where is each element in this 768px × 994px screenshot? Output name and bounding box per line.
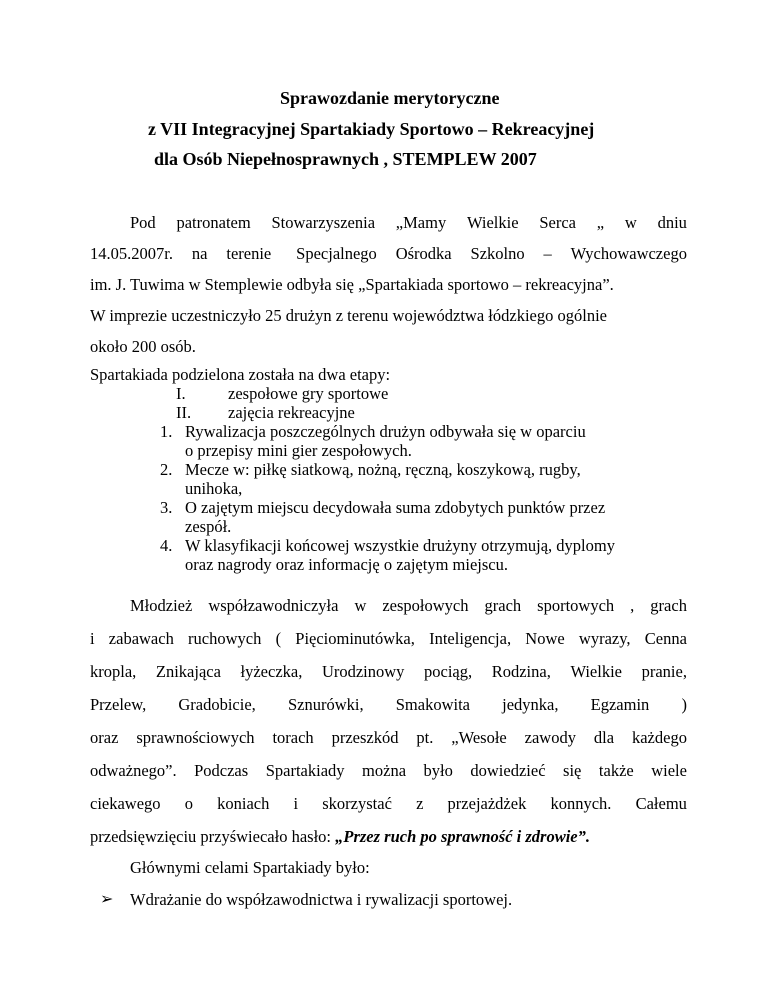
title-line-2: z VII Integracyjnej Spartakiady Sportowo – Rekreacyjnej bbox=[148, 119, 595, 139]
word: i bbox=[90, 629, 95, 648]
body-line-3 bbox=[90, 662, 687, 682]
intro-line-3: im. J. Tuwima w Stemplewie odbyła się „Spartakiada sportowo – rekreacyjna”. bbox=[90, 275, 614, 294]
word: koniach bbox=[217, 794, 270, 813]
word: Znikająca bbox=[155, 662, 221, 681]
word: pociąg, bbox=[424, 662, 473, 681]
roman-num-1: I. bbox=[176, 384, 186, 403]
word: Szkolno bbox=[470, 244, 525, 263]
word: Całemu bbox=[635, 794, 687, 813]
intro-line-5: około 200 osób. bbox=[90, 337, 196, 356]
word: pranie, bbox=[641, 662, 687, 681]
word: „ bbox=[596, 213, 605, 232]
word: dla bbox=[593, 728, 615, 747]
list-item-4-line-2: oraz nagrody oraz informację o zajętym miejscu. bbox=[185, 555, 508, 574]
word: kropla, bbox=[90, 662, 137, 681]
word: Sznurówki, bbox=[287, 695, 364, 714]
word: dowiedzieć bbox=[470, 761, 546, 780]
word: dniu bbox=[657, 213, 687, 232]
word: 14.05.2007r. bbox=[90, 244, 173, 263]
word: ) bbox=[681, 695, 687, 714]
title-line-3: dla Osób Niepełnosprawnych , STEMPLEW 2007 bbox=[154, 149, 537, 169]
goals-heading: Głównymi celami Spartakiady było: bbox=[130, 858, 370, 877]
word: Nowe bbox=[525, 629, 565, 648]
list-item-3-line-2: zespół. bbox=[185, 517, 232, 536]
word: torach bbox=[272, 728, 314, 747]
word: przeszkód bbox=[331, 728, 399, 747]
word: Smakowita bbox=[395, 695, 470, 714]
word: Wielkie bbox=[466, 213, 519, 232]
list-num-1: 1. bbox=[160, 422, 173, 441]
word: ruchowych bbox=[188, 629, 262, 648]
word: „Mamy bbox=[395, 213, 447, 232]
word: i bbox=[293, 794, 299, 813]
list-num-2: 2. bbox=[160, 460, 173, 479]
word: w bbox=[354, 596, 367, 615]
title-line-1: Sprawozdanie merytoryczne bbox=[280, 88, 500, 108]
word: na bbox=[191, 244, 208, 263]
word: Inteligencja, bbox=[429, 629, 512, 648]
body-line-7 bbox=[90, 794, 687, 814]
word: w bbox=[624, 213, 637, 232]
list-item-2-line-2: unihoka, bbox=[185, 479, 243, 498]
word: odważnego”. bbox=[90, 761, 177, 780]
list-num-4: 4. bbox=[160, 536, 173, 555]
word: Stowarzyszenia bbox=[271, 213, 376, 232]
body-line-8 bbox=[90, 827, 590, 847]
word: sprawnościowych bbox=[136, 728, 255, 747]
word: – bbox=[543, 244, 552, 263]
motto-prefix: przedsięwzięciu przyświecało hasło: bbox=[90, 827, 336, 846]
word: , bbox=[630, 596, 635, 615]
word: Spartakiady bbox=[265, 761, 345, 780]
word: Przelew, bbox=[90, 695, 147, 714]
list-item-3-line-1: O zajętym miejscu decydowała suma zdobytych punktów przez bbox=[185, 498, 606, 517]
intro-line-4: W imprezie uczestniczyło 25 drużyn z terenu województwa łódzkiego ogólnie bbox=[90, 306, 607, 325]
word: skorzystać bbox=[322, 794, 392, 813]
word: wyrazy, bbox=[578, 629, 631, 648]
list-item-1-line-2: o przepisy mini gier zespołowych. bbox=[185, 441, 412, 460]
word: łyżeczka, bbox=[240, 662, 303, 681]
body-line-1 bbox=[130, 596, 687, 616]
word: Serca bbox=[539, 213, 576, 232]
word: Ośrodka bbox=[395, 244, 452, 263]
word: grach bbox=[484, 596, 522, 615]
list-item-4-line-1: W klasyfikacji końcowej wszystkie drużyny otrzymują, dyplomy bbox=[185, 536, 615, 555]
word: Młodzież bbox=[130, 596, 193, 615]
word: każdego bbox=[631, 728, 687, 747]
word: o bbox=[184, 794, 193, 813]
word: konnych. bbox=[550, 794, 612, 813]
word: pt. bbox=[416, 728, 434, 747]
word: ciekawego bbox=[90, 794, 161, 813]
word: przejażdżek bbox=[447, 794, 527, 813]
intro-line-2 bbox=[90, 244, 687, 264]
body-line-6 bbox=[90, 761, 687, 781]
roman-num-2: II. bbox=[176, 403, 192, 422]
word: Rodzina, bbox=[491, 662, 551, 681]
word: współzawodniczyła bbox=[208, 596, 339, 615]
body-line-4 bbox=[90, 695, 687, 715]
word: terenie bbox=[226, 244, 272, 263]
word: „Wesołe bbox=[451, 728, 507, 747]
arrow-bullet-icon: ➢ bbox=[100, 891, 114, 908]
word: się bbox=[563, 761, 582, 780]
motto: „Przez ruch po sprawność i zdrowie”. bbox=[335, 827, 590, 846]
goal-item-1: Wdrażanie do współzawodnictwa i rywalizacji sportowej. bbox=[130, 890, 513, 909]
intro-line-1 bbox=[130, 213, 687, 233]
word: sportowych bbox=[537, 596, 615, 615]
word: ( bbox=[275, 629, 282, 648]
word: Pod bbox=[130, 213, 156, 232]
stages-heading: Spartakiada podzielona została na dwa etapy: bbox=[90, 365, 391, 384]
word: Cenna bbox=[644, 629, 687, 648]
word: oraz bbox=[90, 728, 119, 747]
word: grach bbox=[650, 596, 687, 615]
list-num-3: 3. bbox=[160, 498, 173, 517]
word: Podczas bbox=[194, 761, 249, 780]
word: Egzamin bbox=[590, 695, 650, 714]
word: zespołowych bbox=[382, 596, 469, 615]
word: zawody bbox=[524, 728, 576, 747]
word: zabawach bbox=[108, 629, 174, 648]
roman-item-1: zespołowe gry sportowe bbox=[228, 384, 389, 403]
word: można bbox=[362, 761, 407, 780]
word: Pięciominutówka, bbox=[295, 629, 415, 648]
word: Gradobicie, bbox=[178, 695, 256, 714]
list-item-2-line-1: Mecze w: piłkę siatkową, nożną, ręczną, koszykową, rugby, bbox=[185, 460, 581, 479]
body-line-2 bbox=[90, 629, 687, 649]
word: Urodzinowy bbox=[321, 662, 405, 681]
word: było bbox=[423, 761, 453, 780]
word: Specjalnego bbox=[296, 244, 377, 263]
word: także bbox=[598, 761, 634, 780]
word: z bbox=[416, 794, 424, 813]
roman-item-2: zajęcia rekreacyjne bbox=[228, 403, 355, 422]
body-line-5 bbox=[90, 728, 687, 748]
word: jedynka, bbox=[502, 695, 559, 714]
word: Wielkie bbox=[570, 662, 622, 681]
word: patronatem bbox=[176, 213, 251, 232]
list-item-1-line-1: Rywalizacja poszczególnych drużyn odbywała się w oparciu bbox=[185, 422, 586, 441]
word: wiele bbox=[651, 761, 687, 780]
word: Wychowawczego bbox=[570, 244, 687, 263]
